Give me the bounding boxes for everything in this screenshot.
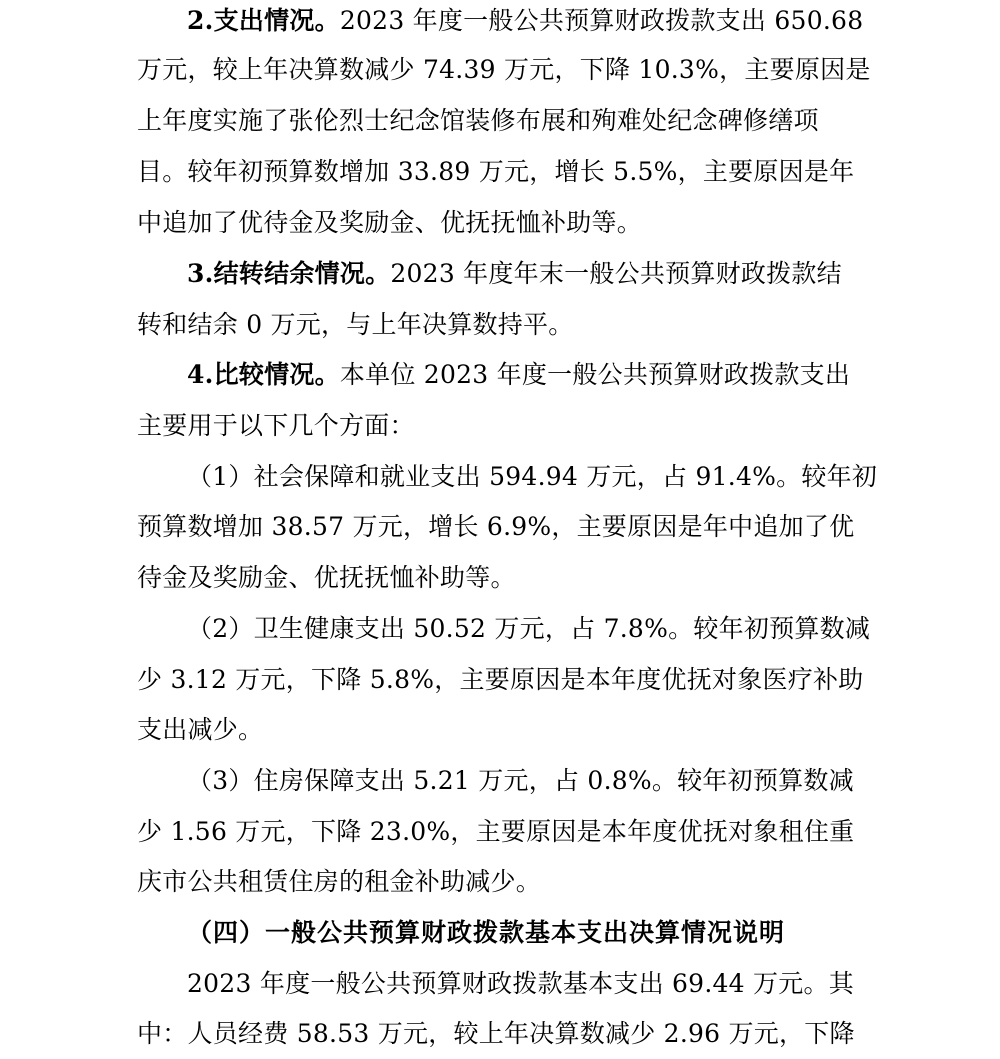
- item-2-line-2: 少 3.12 万元，下降 5.8%，主要原因是本年度优抚对象医疗补助: [137, 665, 864, 694]
- item-3-line-2: 少 1.56 万元，下降 23.0%，主要原因是本年度优抚对象租住重: [137, 817, 855, 846]
- item-2-line-3: 支出减少。: [137, 715, 264, 744]
- basic-expense-line-1: 2023 年度一般公共预算财政拨款基本支出 69.44 万元。其: [187, 969, 855, 998]
- item-1-line-2: 预算数增加 38.57 万元，增长 6.9%，主要原因是年中追加了优: [137, 512, 855, 541]
- section-heading-4: （四）一般公共预算财政拨款基本支出决算情况说明: [187, 918, 786, 947]
- section-2-line-5: 中追加了优待金及奖励金、优抚抚恤补助等。: [137, 208, 643, 237]
- section-2-title: 2.支出情况。: [187, 6, 340, 35]
- section-2-line-4: 目。较年初预算数增加 33.89 万元，增长 5.5%，主要原因是年: [137, 157, 855, 186]
- section-3-title: 3.结转结余情况。: [187, 259, 391, 288]
- basic-expense-line-2: 中：人员经费 58.53 万元，较上年决算数减少 2.96 万元，下降: [137, 1019, 855, 1048]
- section-2-line-2: 万元，较上年决算数减少 74.39 万元，下降 10.3%，主要原因是: [137, 55, 871, 84]
- item-1-line-3: 待金及奖励金、优抚抚恤补助等。: [137, 563, 516, 592]
- section-2-line-3: 上年度实施了张伦烈士纪念馆装修布展和殉难处纪念碑修缮项: [137, 106, 819, 135]
- section-4-text: 本单位 2023 年度一般公共预算财政拨款支出: [339, 360, 851, 389]
- item-3-line-3: 庆市公共租赁住房的租金补助减少。: [137, 867, 542, 896]
- item-1-line-1: （1）社会保障和就业支出 594.94 万元，占 91.4%。较年初: [187, 462, 878, 491]
- section-4-title: 4.比较情况。: [187, 360, 340, 389]
- section-2-text: 2023 年度一般公共预算财政拨款支出 650.68: [339, 6, 864, 35]
- section-2-line-1: [187, 0, 863, 46]
- section-3-line-1: [187, 248, 842, 299]
- section-4-line-1: [187, 349, 850, 400]
- item-3-line-1: （3）住房保障支出 5.21 万元，占 0.8%。较年初预算数减: [187, 766, 854, 795]
- item-2-line-1: （2）卫生健康支出 50.52 万元，占 7.8%。较年初预算数减: [187, 614, 871, 643]
- section-3-text: 2023 年度年末一般公共预算财政拨款结: [390, 259, 842, 288]
- section-3-line-2: 转和结余 0 万元，与上年决算数持平。: [137, 310, 574, 339]
- section-4-line-2: 主要用于以下几个方面：: [137, 411, 415, 440]
